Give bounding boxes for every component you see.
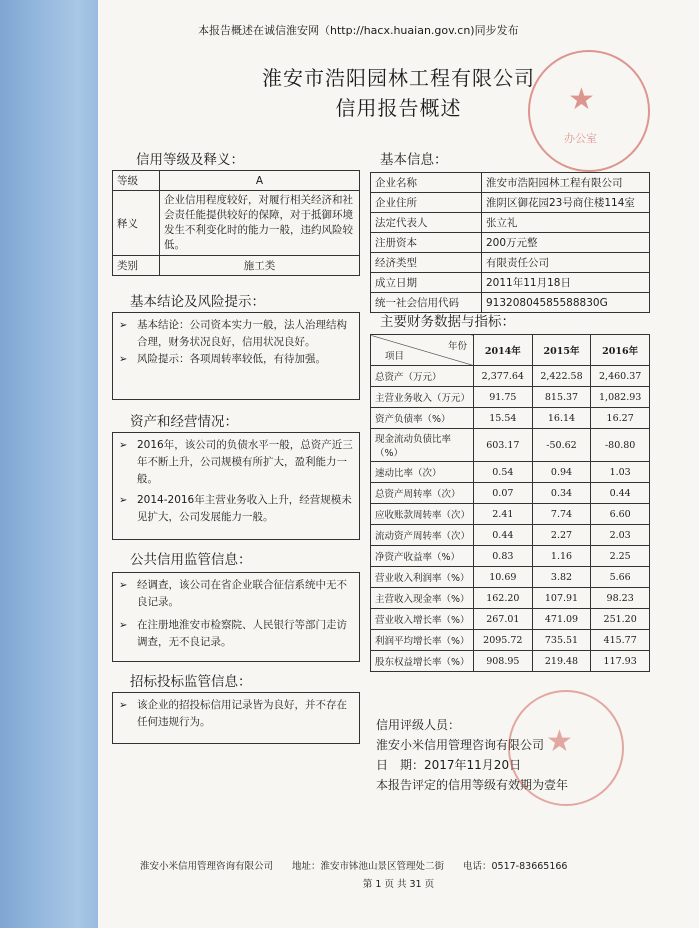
finance-row — [371, 408, 650, 429]
finance-value: 0.83 — [474, 546, 533, 567]
finance-value: 2,460.37 — [591, 366, 650, 387]
company-seal — [528, 50, 650, 172]
finance-value: 603.17 — [474, 429, 533, 462]
finance-table — [370, 334, 650, 672]
basic-info-value: 2011年11月18日 — [482, 273, 650, 293]
basic-info-value: 200万元整 — [482, 233, 650, 253]
finance-value: 10.69 — [474, 567, 533, 588]
category-label: 类别 — [113, 256, 160, 276]
finance-value: 219.48 — [532, 651, 591, 672]
finance-value: 471.09 — [532, 609, 591, 630]
finance-value: 2.41 — [474, 504, 533, 525]
section-bidding-title: 招标投标监管信息： — [130, 674, 252, 690]
validity-note: 本报告评定的信用等级有效期为壹年 — [376, 778, 569, 792]
basic-info-label: 企业名称 — [371, 173, 482, 193]
finance-value: 0.54 — [474, 462, 533, 483]
finance-value: 2,422.58 — [532, 366, 591, 387]
finance-value: 1.16 — [532, 546, 591, 567]
year-header: 2014年 — [474, 335, 533, 366]
category-value: 施工类 — [160, 256, 360, 276]
basic-info-table — [370, 172, 650, 313]
section-assets-title: 资产和经营情况： — [130, 414, 238, 430]
conclusion-box — [112, 312, 360, 400]
finance-row — [371, 546, 650, 567]
finance-value: 6.60 — [591, 504, 650, 525]
binder-cover — [0, 0, 112, 928]
report-page — [98, 0, 699, 928]
meaning-value: 企业信用程度较好，对履行相关经济和社会责任能提供较好的保障，对于抵御环境发生不利变化时的能力一般，违约风险较低。 — [160, 191, 360, 256]
basic-info-row — [371, 253, 650, 273]
finance-value: 1.03 — [591, 462, 650, 483]
star-icon: ★ — [568, 82, 595, 117]
conclusion-item: ➢ 基本结论：公司资本实力一般，法人治理结构合理，财务状况良好，信用状况良好。 — [119, 317, 353, 351]
basic-info-value: 张立礼 — [482, 213, 650, 233]
bidding-item: ➢ 该企业的招投标信用记录皆为良好，并不存在任何违规行为。 — [119, 697, 353, 731]
section-supervision-title: 公共信用监管信息： — [130, 552, 252, 568]
meaning-label: 释义 — [113, 191, 160, 256]
finance-value: 91.75 — [474, 387, 533, 408]
finance-item-label: 利润平均增长率（%） — [371, 630, 474, 651]
section-conclusion-title: 基本结论及风险提示： — [130, 294, 265, 310]
finance-value: 267.01 — [474, 609, 533, 630]
basic-info-row — [371, 273, 650, 293]
supervision-item: ➢ 在注册地淮安市检察院、人民银行等部门走访调查，无不良记录。 — [119, 617, 353, 651]
finance-row — [371, 651, 650, 672]
rating-date: 日 期：2017年11月20日 — [376, 758, 522, 772]
finance-value: -50.62 — [532, 429, 591, 462]
grade-label: 等级 — [113, 171, 160, 191]
basic-info-value: 91320804585588830G — [482, 293, 650, 313]
grade-value: A — [160, 171, 360, 191]
finance-value: 908.95 — [474, 651, 533, 672]
finance-value: 117.93 — [591, 651, 650, 672]
conclusion-item: ➢ 风险提示：各项周转率较低，有待加强。 — [119, 351, 353, 368]
year-header: 2016年 — [591, 335, 650, 366]
star-icon: ★ — [546, 724, 573, 759]
finance-value: 415.77 — [591, 630, 650, 651]
finance-item-label: 营业收入利润率（%） — [371, 567, 474, 588]
basic-info-value: 淮安市浩阳园林工程有限公司 — [482, 173, 650, 193]
basic-info-label: 注册资本 — [371, 233, 482, 253]
finance-item-label: 总资产（万元） — [371, 366, 474, 387]
basic-info-label: 成立日期 — [371, 273, 482, 293]
finance-item-label: 速动比率（次） — [371, 462, 474, 483]
basic-info-row — [371, 213, 650, 233]
finance-row — [371, 567, 650, 588]
page-number: 第 1 页 共 31 页 — [362, 879, 435, 890]
assets-item: ➢ 2014-2016年主营业务收入上升，经营规模未见扩大，公司发展能力一般。 — [119, 492, 353, 526]
grade-table — [112, 170, 360, 276]
basic-info-value: 有限责任公司 — [482, 253, 650, 273]
finance-value: 251.20 — [591, 609, 650, 630]
report-title: 信用报告概述 — [335, 96, 462, 120]
finance-value: 2.25 — [591, 546, 650, 567]
report-title-company: 淮安市浩阳园林工程有限公司 — [262, 66, 535, 90]
finance-value: 735.51 — [532, 630, 591, 651]
finance-row — [371, 609, 650, 630]
basic-info-label: 统一社会信用代码 — [371, 293, 482, 313]
finance-value: 3.82 — [532, 567, 591, 588]
finance-item-label: 流动资产周转率（次） — [371, 525, 474, 546]
finance-item-label: 净资产收益率（%） — [371, 546, 474, 567]
finance-row — [371, 429, 650, 462]
finance-value: -80.80 — [591, 429, 650, 462]
rater-seal — [508, 690, 624, 806]
assets-box — [112, 432, 360, 540]
header-note: 本报告概述在诚信淮安网（http://hacx.huaian.gov.cn)同步发布 — [198, 24, 519, 37]
finance-value: 0.44 — [474, 525, 533, 546]
finance-row — [371, 462, 650, 483]
finance-value: 16.14 — [532, 408, 591, 429]
year-header: 2015年 — [532, 335, 591, 366]
finance-row — [371, 588, 650, 609]
finance-item-label: 现金流动负债比率（%） — [371, 429, 474, 462]
supervision-item: ➢ 经调查，该公司在省企业联合征信系统中无不良记录。 — [119, 577, 353, 611]
finance-value: 0.44 — [591, 483, 650, 504]
corner-year-label: 年份 — [447, 341, 467, 352]
section-basic-title: 基本信息： — [380, 152, 448, 168]
section-grade-title: 信用等级及释义： — [136, 152, 244, 168]
rater-company: 淮安小米信用管理咨询有限公司 — [376, 738, 545, 752]
finance-corner-cell — [371, 335, 474, 366]
finance-value: 2095.72 — [474, 630, 533, 651]
basic-info-value: 淮阴区御花园23号商住楼114室 — [482, 193, 650, 213]
finance-item-label: 总资产周转率（次） — [371, 483, 474, 504]
basic-info-row — [371, 173, 650, 193]
bidding-box — [112, 692, 360, 744]
finance-row — [371, 366, 650, 387]
finance-item-label: 资产负债率（%） — [371, 408, 474, 429]
finance-value: 98.23 — [591, 588, 650, 609]
finance-value: 162.20 — [474, 588, 533, 609]
basic-info-row — [371, 193, 650, 213]
basic-info-label: 法定代表人 — [371, 213, 482, 233]
basic-info-label: 经济类型 — [371, 253, 482, 273]
finance-item-label: 主营业务收入（万元） — [371, 387, 474, 408]
finance-value: 5.66 — [591, 567, 650, 588]
basic-info-label: 企业住所 — [371, 193, 482, 213]
finance-value: 2,377.64 — [474, 366, 533, 387]
rater-label: 信用评级人员： — [376, 718, 461, 732]
finance-value: 2.03 — [591, 525, 650, 546]
section-finance-title: 主要财务数据与指标： — [380, 314, 515, 330]
finance-row — [371, 387, 650, 408]
finance-item-label: 营业收入增长率（%） — [371, 609, 474, 630]
basic-info-row — [371, 233, 650, 253]
finance-row — [371, 504, 650, 525]
finance-value: 15.54 — [474, 408, 533, 429]
finance-value: 16.27 — [591, 408, 650, 429]
finance-row — [371, 630, 650, 651]
finance-value: 815.37 — [532, 387, 591, 408]
finance-value: 2.27 — [532, 525, 591, 546]
finance-value: 107.91 — [532, 588, 591, 609]
finance-value: 0.07 — [474, 483, 533, 504]
finance-value: 0.34 — [532, 483, 591, 504]
supervision-box — [112, 572, 360, 662]
finance-item-label: 股东权益增长率（%） — [371, 651, 474, 672]
finance-row — [371, 483, 650, 504]
finance-row — [371, 525, 650, 546]
finance-value: 0.94 — [532, 462, 591, 483]
footer-line: 淮安小米信用管理咨询有限公司 地址：淮安市钵池山景区管理处二街 电话：0517-83665166 — [140, 861, 568, 872]
seal-text: 办公室 — [564, 132, 597, 145]
assets-item: ➢ 2016年，该公司的负债水平一般，总资产近三年不断上升，公司规模有所扩大，盈利能力一般。 — [119, 437, 353, 488]
finance-value: 7.74 — [532, 504, 591, 525]
corner-item-label: 项目 — [385, 351, 405, 362]
finance-item-label: 主营收入现金率（%） — [371, 588, 474, 609]
finance-value: 1,082.93 — [591, 387, 650, 408]
finance-item-label: 应收账款周转率（次） — [371, 504, 474, 525]
